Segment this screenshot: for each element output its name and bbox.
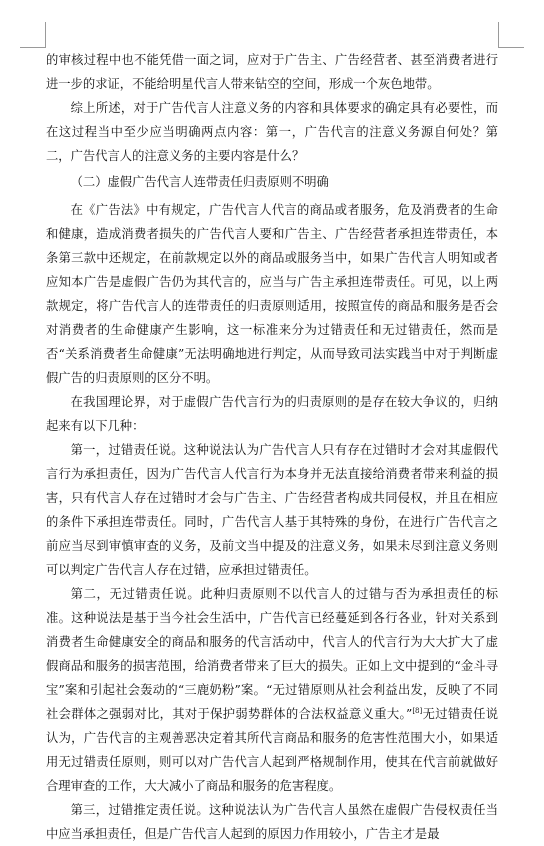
footnote-marker: [8] — [412, 706, 423, 715]
crop-mark-right-v — [498, 22, 499, 48]
paragraph-summary: 综上所述，对于广告代言人注意义务的内容和具体要求的确定具有必要性，而在这过程当中至少应当明确两点内容：第一，广告代言的注意义务源自何处？第二，广告代言人的注意义务的主要内容是什么？ — [46, 101, 498, 163]
crop-mark-left-h — [20, 47, 46, 48]
section-heading: （二）虚假广告代言人连带责任归责原则不明确 — [70, 175, 329, 189]
paragraph-fault-liability: 第一，过错责任说。这种说法认为广告代言人只有存在过错时才会对其虚假代言行为承担责任，因为广告代言人代言行为本身并无法直接给消费者带来利益的损害，只有代言人存在过错时才会与广告主、广告经营者构成共同侵权，并且在相应的条件下承担连带责任。同时，广告代言人基于其特殊的身份，在进行广告代言之前应当尽到审慎审查的义务，及前文当中提及的注意义务，如果未尽到注意义务则可以判定广告代言人存在过错，应承担过错责任。 — [46, 443, 498, 577]
document-body — [46, 48, 498, 846]
paragraph-continued: 的审核过程中也不能凭借一面之词，应对于广告主、广告经营者、甚至消费者进行进一步的求证，不能给明星代言人带来钻空的空间，形成一个灰色地带。 — [46, 53, 498, 91]
crop-mark-left-v — [45, 22, 46, 48]
no-fault-text-a: 第二，无过错责任说。此种归责原则不以代言人的过错与否为承担责任的标准。这种说法是基于当今社会生活中，广告代言已经蔓延到各行各业，针对关系到消费者生命健康安全的商品和服务的代言活动中，代言人的代言行为大大扩大了虚假商品和服务的损害范围，给消费者带来了巨大的损失。正如上文中提到的“金斗寻宝”案和引起社会轰动的“三鹿奶粉”案。“无过错原则从社会利益出发，反映了不同社会群体之强弱对比，其对于保护弱势群体的合法权益意义重大。” — [46, 587, 498, 721]
paragraph-theory-intro: 在我国理论界，对于虚假广告代言行为的归责原则的是存在较大争议的，归纳起来有以下几种： — [46, 395, 498, 433]
crop-mark-right-h — [498, 47, 524, 48]
paragraph-presumed-fault: 第三，过错推定责任说。这种说法认为广告代言人虽然在虚假广告侵权责任当中应当承担责任，但是广告代言人起到的原因力作用较小，广告主才是最 — [46, 803, 498, 841]
no-fault-text-b: 无过错责任说认为，广告代言的主观善恶决定着其所代言商品和服务的危害性范围大小，如果适用无过错责任原则，则可以对广告代言人起到严格规制作用，使其在代言前就做好合理审查的工作，大大减小了商品和服务的危害程度。 — [46, 707, 498, 793]
paragraph-advertising-law: 在《广告法》中有规定，广告代言人代言的商品或者服务，危及消费者的生命和健康，造成消费者损失的广告代言人要和广告主、广告经营者承担连带责任，本条第三款中还规定，在前款规定以外的商品或服务当中，如果广告代言人明知或者应知本广告是虚假广告仍为其代言的，应当与广告主承担连带责任。可见，以上两款规定，将广告代言人的连带责任的归责原则适用，按照宣传的商品和服务是否会对消费者的生命健康产生影响，这一标准来分为过错责任和无过错责任，然而是否“关系消费者生命健康”无法明确地进行判定，从而导致司法实践当中对于判断虚假广告的归责原则的区分不明。 — [46, 203, 498, 385]
paragraph-no-fault-liability — [46, 582, 498, 798]
